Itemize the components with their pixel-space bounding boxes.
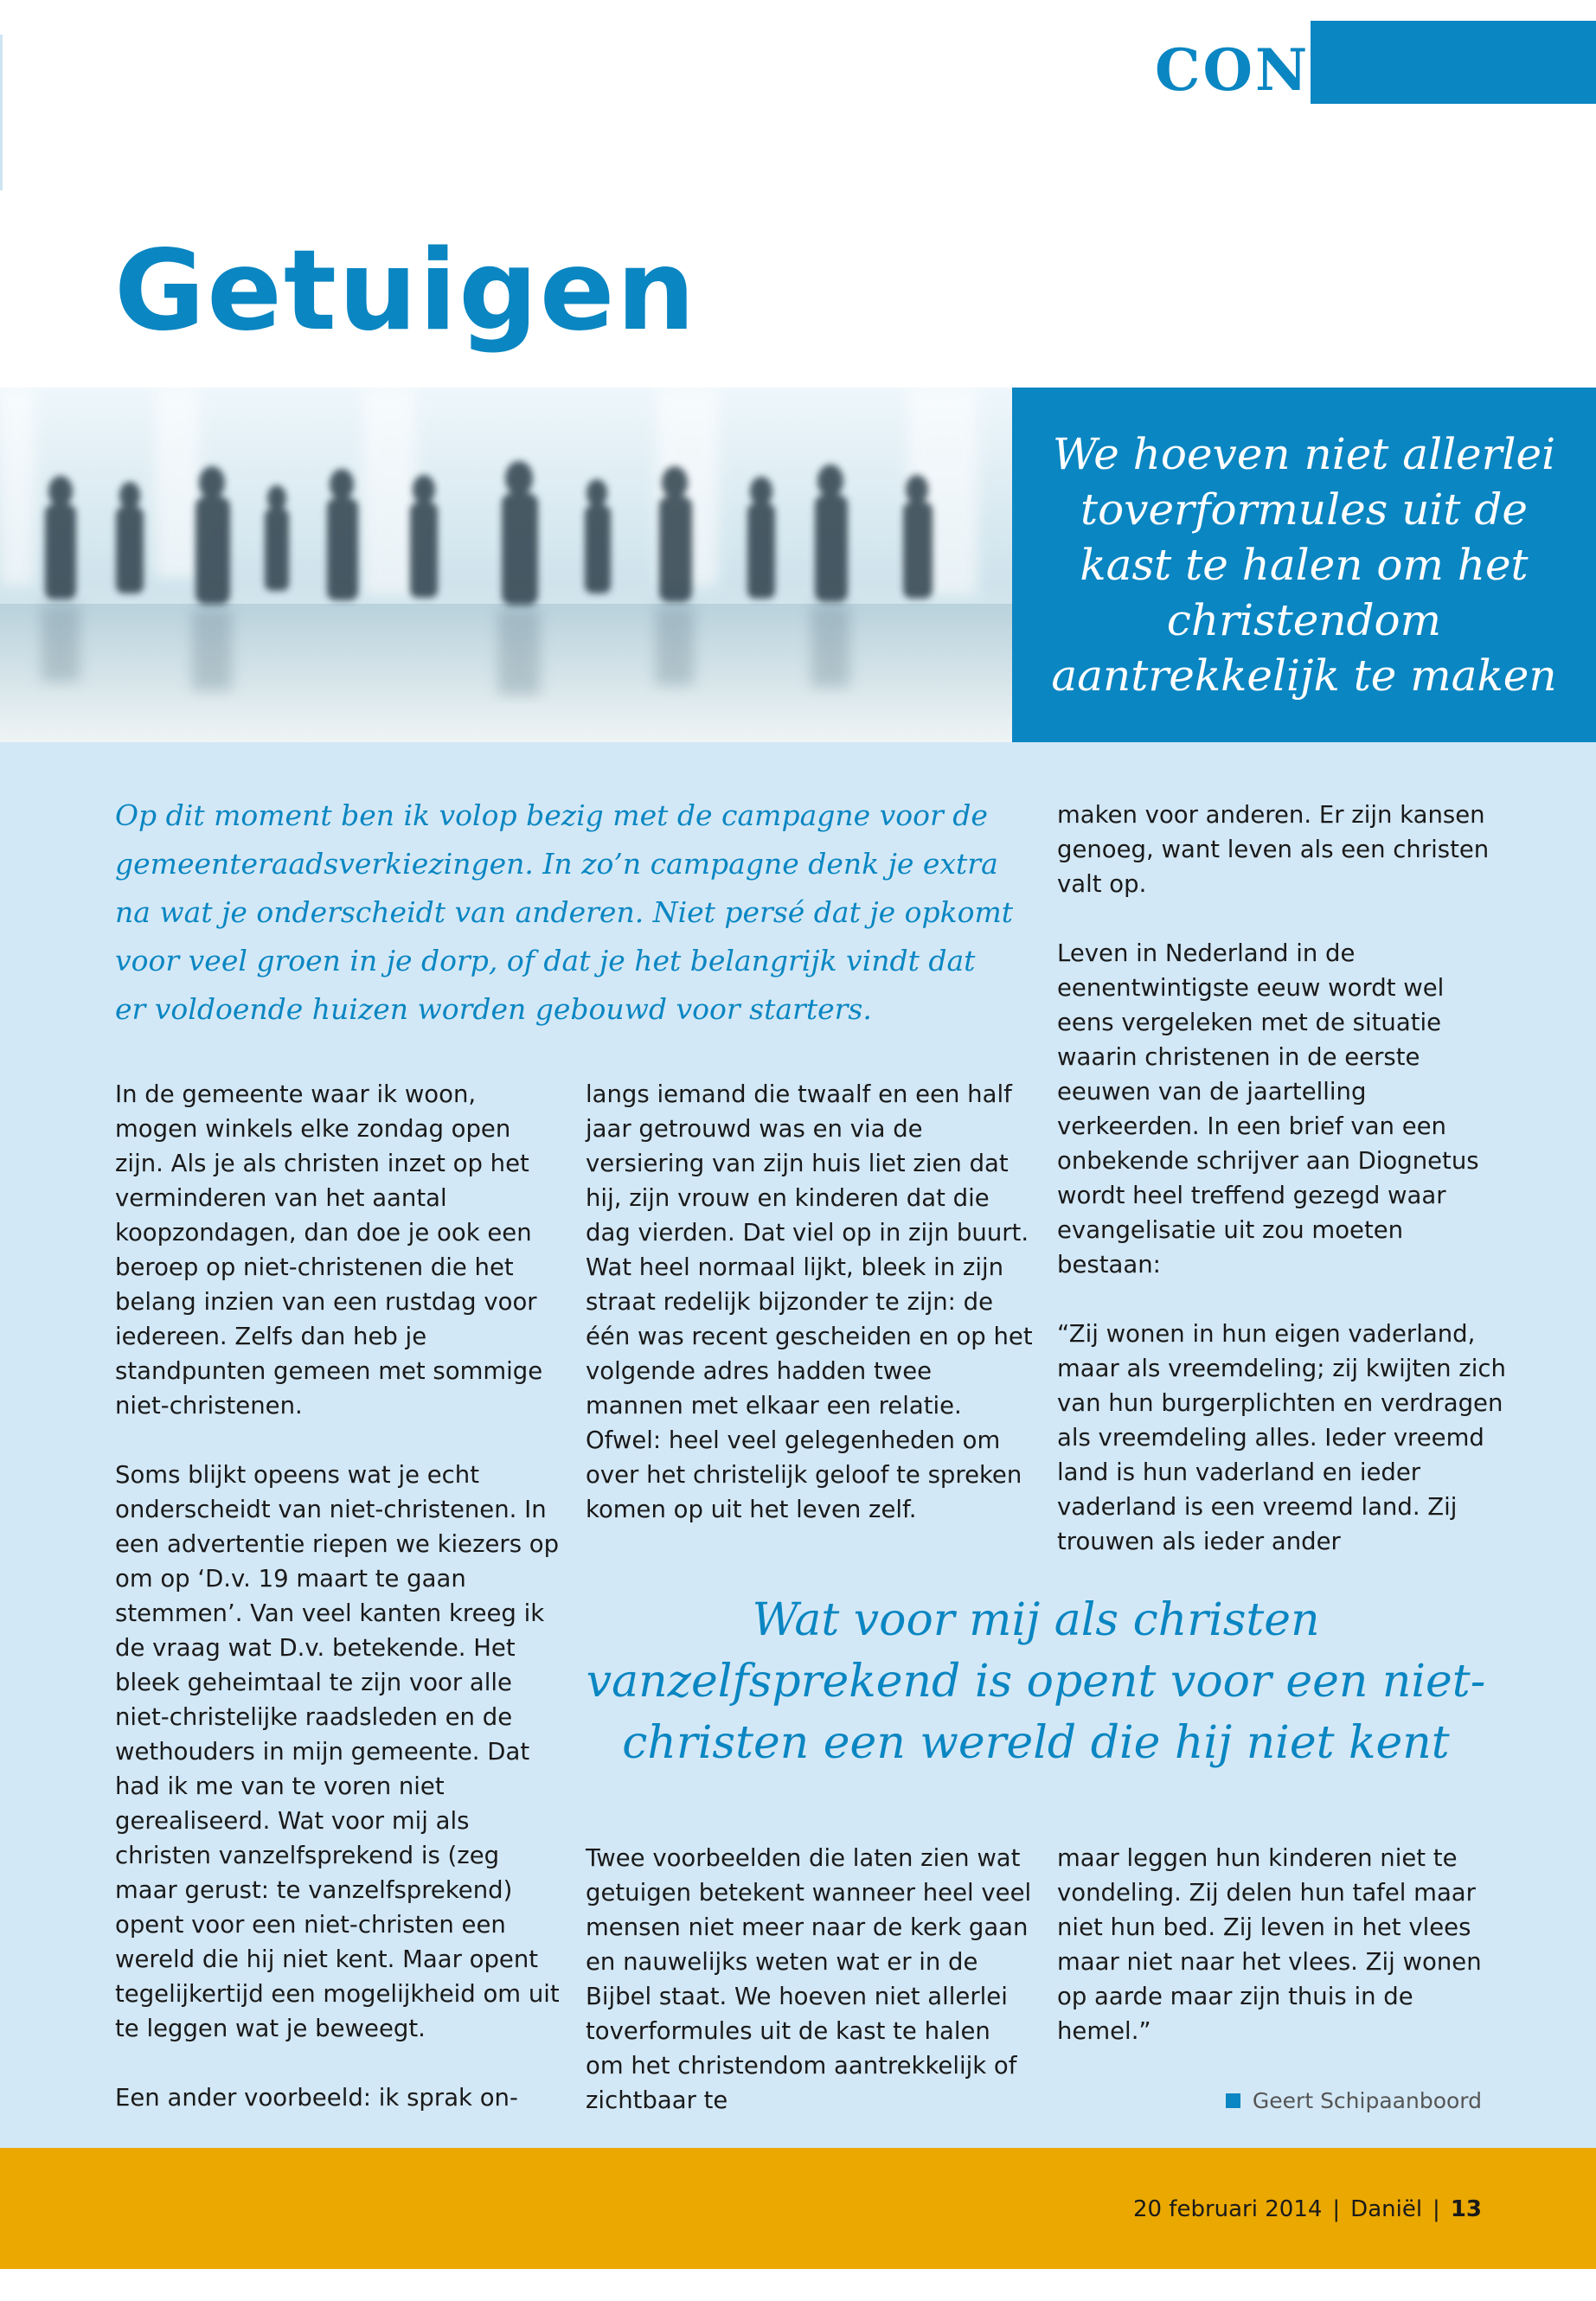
pull-quote: Wat voor mij als christen vanzelfsprekend is opent voor een niet-christen een wereld die hij niet kent (586, 1594, 1486, 1769)
page-footer (0, 2148, 1596, 2269)
footer-page-number: 13 (1450, 2196, 1482, 2222)
page-edge-mark (0, 35, 3, 190)
paragraph: Twee voorbeelden die laten zien wat getuigen betekent wanneer heel veel mensen niet meer naar de kerk gaan en nauwelijks weten wat er in de Bijbel staat. We hoeven niet allerlei toverformules uit de kast te halen om het christendom aantrekkelijk of zichtbaar te (586, 1844, 1032, 2114)
section-tag-label: CONTRAST (1155, 36, 1542, 104)
author-square-icon (1226, 2093, 1240, 2108)
page-bottom-margin (0, 2269, 1596, 2301)
article-title: Getuigen (114, 227, 697, 356)
paragraph: Leven in Nederland in de eenentwintigste eeuw wordt wel eens vergeleken met de situatie waarin christenen in de eerste eeuwen van de jaartelling verkeerden. In een brief van een onbekende schrijver aan Diognetus wordt heel treffend gezegd waar evangelisatie uit zou moeten bestaan: (1057, 939, 1479, 1279)
column-1 (115, 1077, 565, 2115)
footer-info (1133, 2196, 1482, 2222)
paragraph: Een ander voorbeeld: ik sprak on- (115, 2084, 518, 2112)
column-2-bottom (586, 1841, 1035, 2118)
paragraph: maar leggen hun kinderen niet te vondeling. Zij delen hun tafel maar niet hun bed. Zij leven in het vlees maar niet naar het vlees. Zij wonen op aarde maar zijn thuis in de hemel.” (1057, 1844, 1482, 2045)
highlight-quote-box (1012, 388, 1596, 742)
footer-date: 20 februari 2014 (1132, 2196, 1323, 2222)
column-3-top (1057, 798, 1507, 1559)
highlight-quote: We hoeven niet allerlei toverformules uit de kast te halen om het christendom aantrekkelijk te maken (1051, 429, 1557, 701)
paragraph: maken voor anderen. Er zijn kansen genoeg, want leven als een christen valt op. (1057, 801, 1490, 898)
paragraph: langs iemand die twaalf en een half jaar getrouwd was en via de versiering van zijn huis liet zien dat hij, zijn vrouw en kinderen dat die dag vierden. Dat viel op in zijn buurt. Wat heel normaal lijkt, bleek in zijn straat redelijk bijzonder te zijn: de één was recent gescheiden en op het volgende adres hadden twee mannen met elkaar een relatie. Ofwel: heel veel gelegenheden om over het christelijk geloof te spreken komen op uit het leven zelf. (586, 1080, 1033, 1523)
section-tag (1155, 35, 1596, 104)
column-3-bottom (1057, 1841, 1507, 2048)
article-intro: Op dit moment ben ik volop bezig met de campagne voor de gemeenteraadsverkiezingen. In zo’n campagne denk je extra na wat je onderscheidt van anderen. Niet persé dat je opkomt voor veel groen in je dorp, of dat je het belangrijk vindt dat er voldoende huizen worden gebouwd voor starters. (115, 798, 1014, 1026)
author-byline (1226, 2088, 1482, 2113)
crowd-photo-illustration (0, 388, 1012, 742)
author-name: Geert Schipaanboord (1252, 2088, 1482, 2113)
footer-magazine: Daniël (1350, 2196, 1423, 2222)
paragraph: “Zij wonen in hun eigen vaderland, maar als vreemdeling; zij kwijten zich van hun burgerplichten en verdragen als vreemdeling alles. Ieder vreemd land is hun vaderland en ieder vaderland is een vreemd land. Zij trouwen als ieder ander (1057, 1320, 1506, 1555)
footer-separator: | (1332, 2196, 1341, 2222)
hero-photo (0, 388, 1012, 742)
paragraph: In de gemeente waar ik woon, mogen winkels elke zondag open zijn. Als je als christen inzet op het verminderen van het aantal koopzondagen, dan doe je ook een beroep op niet-christenen die het belang inzien van een rustdag voor iedereen. Zelfs dan heb je standpunten gemeen met sommige niet-christenen. (115, 1080, 543, 1420)
column-2-top (586, 1077, 1035, 1527)
paragraph: Soms blijkt opeens wat je echt onderscheidt van niet-christenen. In een advertentie riepen we kiezers op om op ‘D.v. 19 maart te gaan stemmen’. Van veel kanten kreeg ik de vraag wat D.v. betekende. Het bleek geheimtaal te zijn voor alle niet-christelijke raadsleden en de wethouders in mijn gemeente. Dat had ik me van te voren niet gerealiseerd. Wat voor mij als christen vanzelfsprekend is (zeg maar gerust: te vanzelfsprekend) opent voor een niet-christen een wereld die hij niet kent. Maar opent tegelijkertijd een mogelijkheid om uit te leggen wat je beweegt. (115, 1461, 560, 2042)
footer-separator: | (1433, 2196, 1440, 2222)
